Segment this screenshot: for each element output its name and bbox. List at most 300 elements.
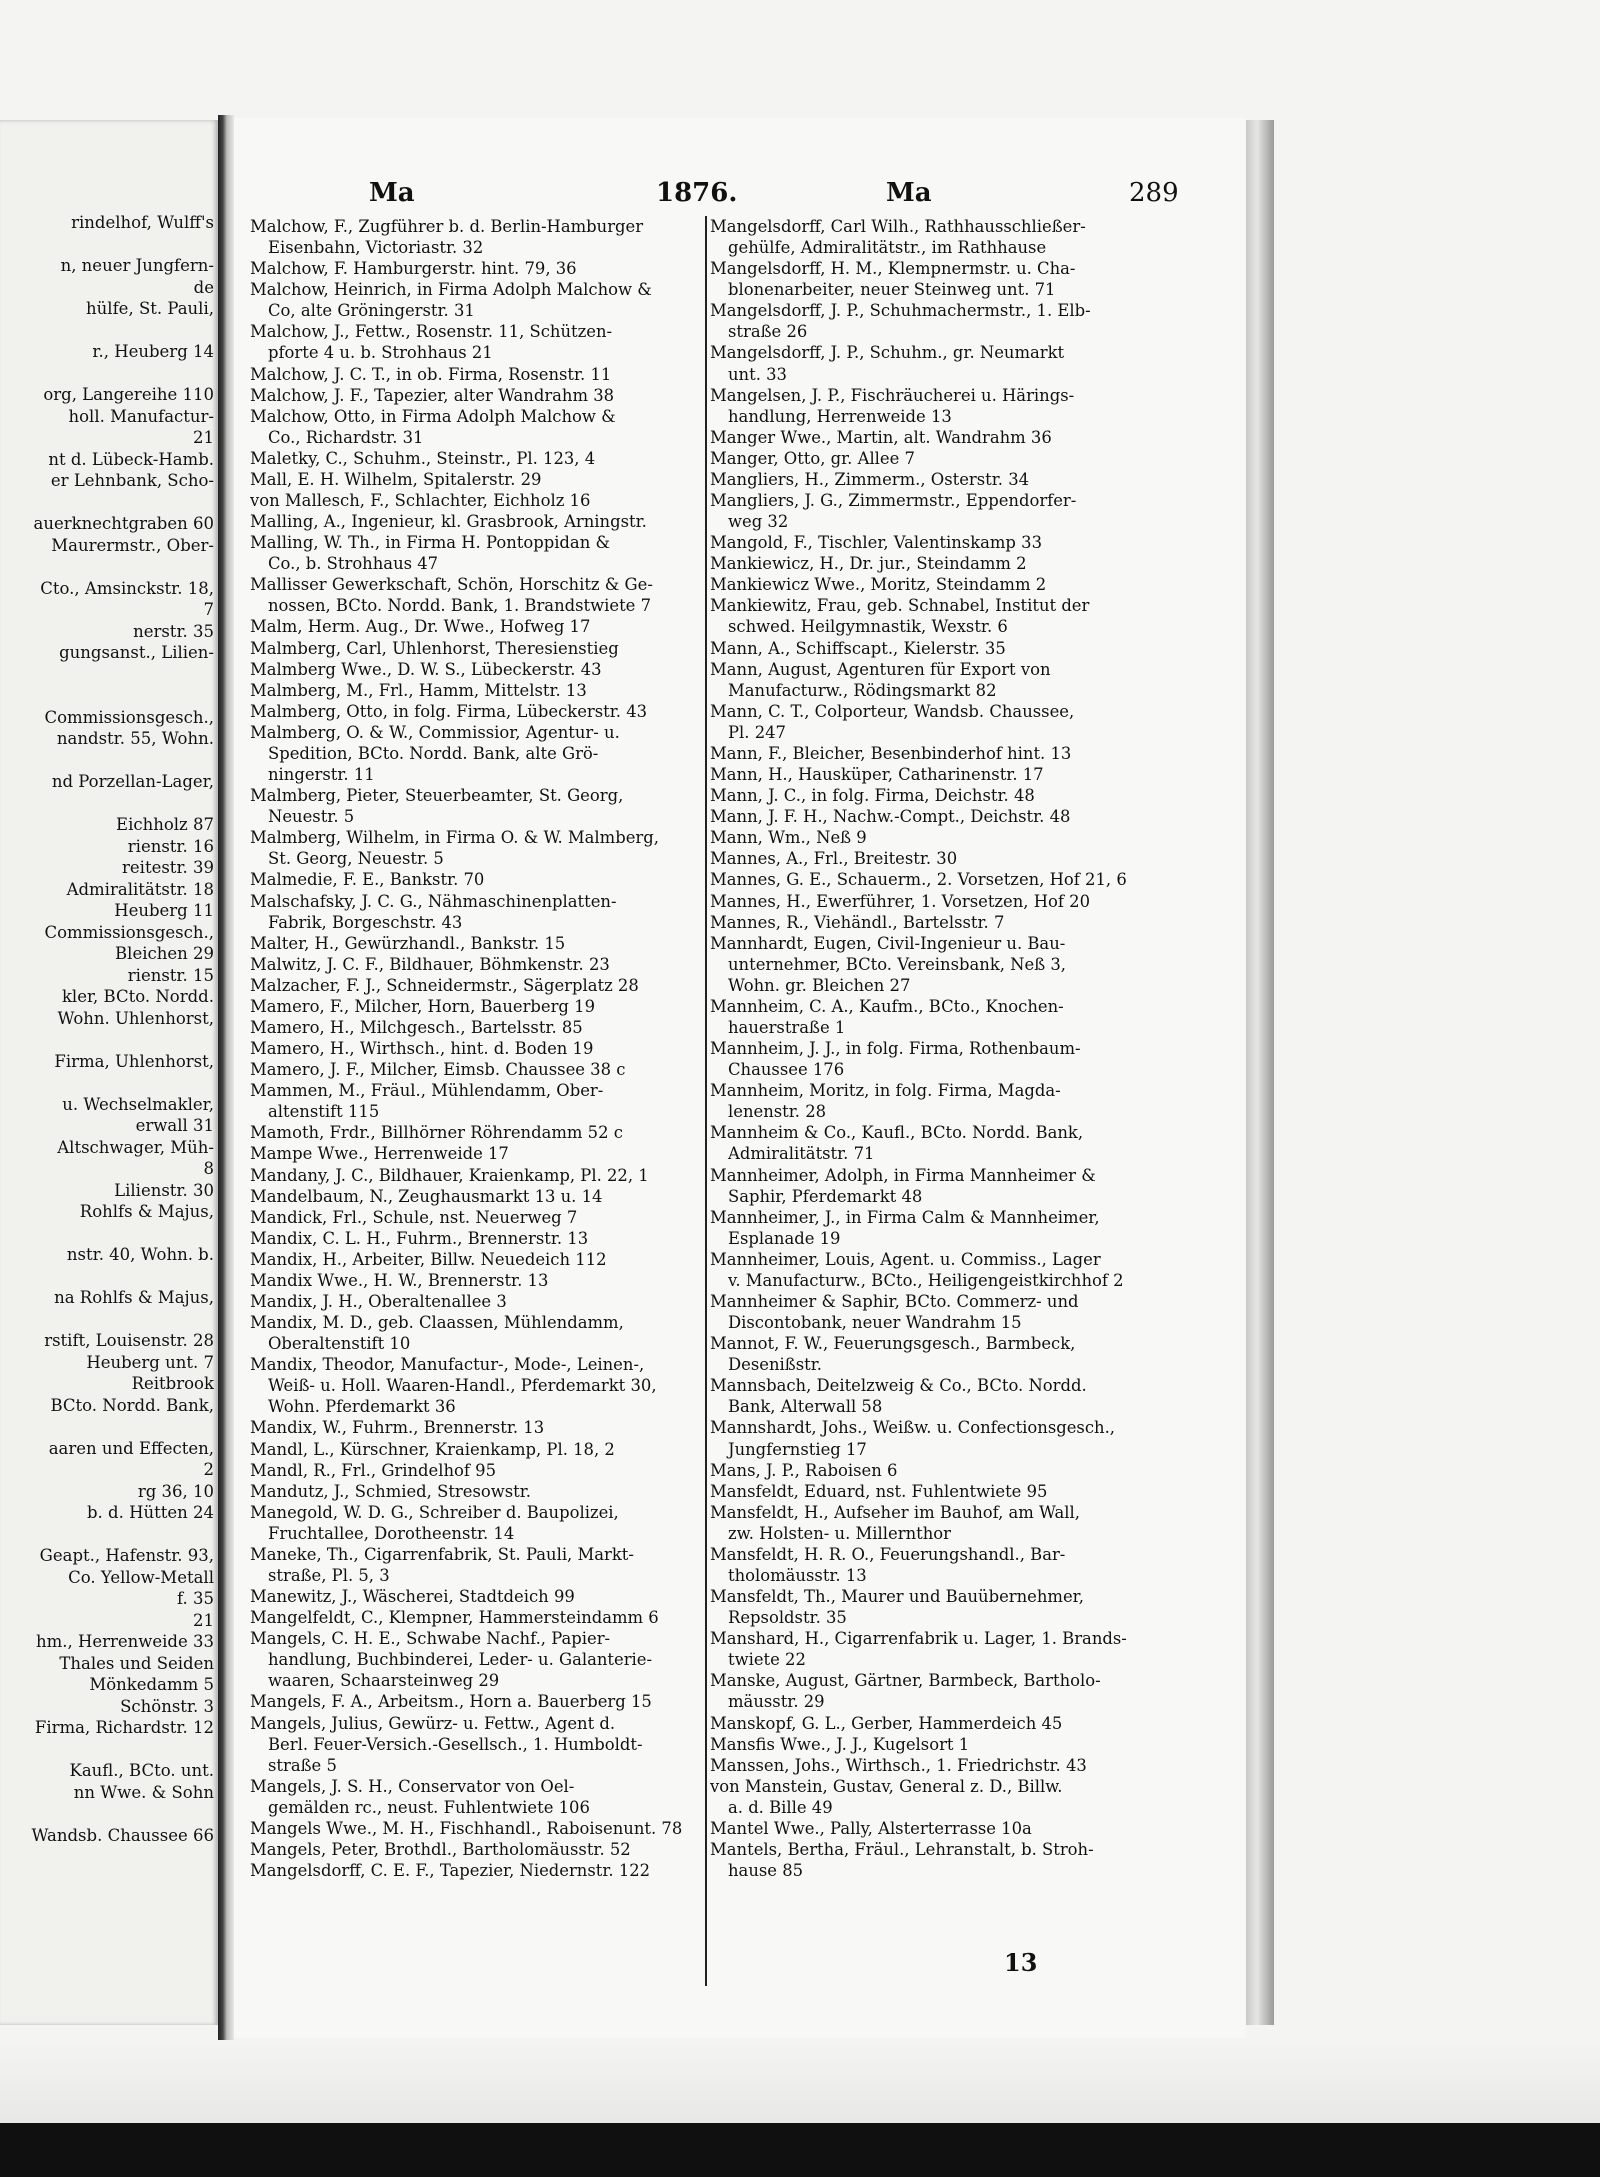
left-page-line: Mönkedamm 5 [89, 1675, 214, 1694]
entry-line: Malchow, Otto, in Firma Adolph Malchow & [250, 406, 616, 426]
directory-entry [250, 1860, 722, 1881]
left-page-line: 8 [203, 1159, 214, 1178]
entry-continuation: handlung, Buchbinderei, Leder- u. Galanterie- [268, 1650, 653, 1670]
directory-entry [250, 469, 722, 490]
directory-entry [710, 595, 1186, 637]
entry-line: Mandany, J. C., Bildhauer, Kraienkamp, Pl. 22, 1 [250, 1165, 649, 1185]
left-page-line: Rohlfs & Majus, [79, 1202, 214, 1221]
left-page-line [0, 1524, 214, 1546]
directory-entry [710, 1291, 1186, 1333]
left-page-line: Geapt., Hafenstr. 93, [39, 1546, 214, 1565]
left-page-line [0, 1072, 214, 1094]
left-page-line: de [193, 277, 214, 297]
entry-continuation: unternehmer, BCto. Vereinsbank, Neß 3, [728, 954, 1067, 974]
directory-entry [250, 321, 722, 363]
left-page-line: nstr. 40, Wohn. b. [66, 1245, 214, 1264]
directory-entry [710, 1481, 1186, 1502]
directory-entry [250, 1059, 722, 1080]
directory-entry [250, 1818, 722, 1839]
entry-continuation: tholomäusstr. 13 [728, 1566, 867, 1585]
left-page-line [0, 664, 214, 686]
left-page-line: hm., Herrenweide 33 [35, 1632, 214, 1651]
entry-line: Mammen, M., Fräul., Mühlendamm, Ober- [250, 1081, 604, 1101]
entry-line: Malmberg, Carl, Uhlenhorst, Theresienstieg [250, 638, 619, 658]
entry-line: Mannheimer, Louis, Agent. u. Commiss., Lager [710, 1249, 1101, 1269]
entry-line: Manssen, Johs., Wirthsch., 1. Friedrichstr. 43 [710, 1755, 1087, 1775]
entry-line: Mangelfeldt, C., Klempner, Hammersteindamm 6 [250, 1608, 659, 1628]
entry-line: Mandelbaum, N., Zeughausmarkt 13 u. 14 [250, 1186, 603, 1206]
directory-entry [250, 279, 722, 321]
left-page-line: 21 [193, 1610, 214, 1630]
entry-line: Mangels, C. H. E., Schwabe Nachf., Papier- [250, 1629, 611, 1649]
directory-entry [710, 385, 1186, 427]
directory-column-right [710, 216, 1186, 1881]
left-page-line: nn Wwe. & Sohn [73, 1782, 214, 1802]
left-page-line: nd Porzellan-Lager, [51, 772, 214, 791]
directory-entry [710, 701, 1186, 743]
directory-entry [250, 1691, 722, 1712]
entry-line: Maneke, Th., Cigarrenfabrik, St. Pauli, Markt- [250, 1544, 634, 1564]
entry-line: Manskopf, G. L., Gerber, Hammerdeich 45 [710, 1713, 1063, 1733]
entry-line: Mann, H., Hausküper, Catharinenstr. 17 [710, 765, 1044, 785]
entry-continuation: v. Manufacturw., BCto., Heiligengeistkirchhof 2 [728, 1270, 1124, 1290]
left-page-line: u. Wechselmakler, [62, 1094, 214, 1114]
directory-entry [250, 975, 722, 996]
directory-column-left [250, 216, 722, 1881]
directory-entry [710, 490, 1186, 532]
entry-line: Mansfis Wwe., J. J., Kugelsort 1 [710, 1734, 970, 1754]
directory-entry [250, 1312, 722, 1354]
left-page-line: na Rohlfs & Majus, [54, 1288, 214, 1307]
header-year: 1876. [656, 178, 738, 208]
left-page-line: rienstr. 16 [127, 836, 214, 856]
entry-line: Mann, C. T., Colporteur, Wandsb. Chaussee, [710, 701, 1075, 721]
directory-entry [250, 406, 722, 448]
entry-line: Mann, Wm., Neß 9 [710, 828, 867, 848]
left-page-line: Maurermstr., Ober- [51, 535, 214, 555]
directory-entry [710, 827, 1186, 848]
entry-line: Mamero, H., Milchgesch., Bartelsstr. 85 [250, 1017, 583, 1037]
directory-entry [250, 659, 722, 680]
directory-entry [250, 722, 722, 785]
entry-continuation: Jungfernstieg 17 [728, 1439, 867, 1459]
left-page-line: 21 [193, 428, 214, 447]
directory-entry [710, 427, 1186, 448]
entry-continuation: Desenißstr. [728, 1355, 822, 1375]
left-page-line: erwall 31 [135, 1116, 214, 1135]
directory-entry [250, 1460, 722, 1481]
entry-line: Mannheim, C. A., Kaufm., BCto., Knochen- [710, 996, 1064, 1016]
left-page-line [0, 234, 214, 256]
entry-line: Manske, August, Gärtner, Barmbeck, Bartholo- [710, 1671, 1101, 1691]
directory-entry [250, 1186, 722, 1207]
entry-line: Mantel Wwe., Pally, Alsterterrasse 10a [710, 1818, 1032, 1838]
directory-entry [250, 1502, 722, 1544]
entry-line: Malchow, F., Zugführer b. d. Berlin-Hamburger [250, 217, 644, 236]
left-page-line: nt d. Lübeck-Hamb. [48, 449, 214, 469]
directory-entry [250, 1607, 722, 1628]
entry-line: Manger Wwe., Martin, alt. Wandrahm 36 [710, 427, 1052, 447]
directory-page [234, 118, 1246, 2038]
entry-continuation: handlung, Herrenweide 13 [728, 406, 952, 426]
entry-line: Mangels Wwe., M. H., Fischhandl., Raboisenunt. 78 [250, 1818, 683, 1838]
directory-entry [250, 1544, 722, 1586]
entry-line: von Mallesch, F., Schlachter, Eichholz 16 [250, 491, 591, 511]
entry-continuation: Wohn. Pferdemarkt 36 [268, 1397, 456, 1417]
entry-line: Mamero, F., Milcher, Horn, Bauerberg 19 [250, 996, 595, 1016]
entry-line: Mangliers, H., Zimmerm., Osterstr. 34 [710, 469, 1030, 489]
entry-continuation: a. d. Bille 49 [728, 1797, 833, 1817]
entry-continuation: nossen, BCto. Nordd. Bank, 1. Brandstwiete 7 [268, 596, 652, 616]
header-left-key: Ma [369, 178, 415, 208]
left-page-line: org, Langereihe 110 [43, 385, 214, 404]
directory-entry [710, 553, 1186, 574]
entry-continuation: lenenstr. 28 [728, 1102, 827, 1122]
left-page-edge [0, 120, 218, 2025]
directory-entry [710, 1628, 1186, 1670]
left-page-line [0, 1416, 214, 1438]
left-page-line [0, 1803, 214, 1825]
entry-line: Malchow, Heinrich, in Firma Adolph Malchow & [250, 280, 652, 300]
directory-entry [250, 616, 722, 637]
left-page-line: Schönstr. 3 [120, 1696, 214, 1716]
entry-line: Mankiewicz Wwe., Moritz, Steindamm 2 [710, 575, 1047, 595]
left-page-line: Heuberg unt. 7 [86, 1352, 214, 1372]
directory-entry [710, 1460, 1186, 1481]
left-page-line [0, 320, 214, 342]
entry-continuation: gehülfe, Admiralitätstr., im Rathhause [728, 238, 1047, 258]
left-page-line [0, 1739, 214, 1761]
entry-line: Mannot, F. W., Feuerungsgesch., Barmbeck, [710, 1334, 1076, 1354]
directory-entry [250, 1207, 722, 1228]
entry-line: Mannheimer & Saphir, BCto. Commerz- und [710, 1291, 1079, 1311]
entry-line: Mannes, R., Viehändl., Bartelsstr. 7 [710, 912, 1005, 932]
left-page-line [0, 793, 214, 815]
left-page-line: Lilienstr. 30 [114, 1180, 214, 1200]
signature-mark: 13 [1004, 1948, 1038, 1977]
directory-entry [250, 385, 722, 406]
directory-entry [710, 1776, 1186, 1818]
entry-line: Malmberg, Pieter, Steuerbeamter, St. Georg, [250, 786, 624, 806]
directory-entry [250, 1143, 722, 1164]
entry-continuation: unt. 33 [728, 364, 787, 384]
entry-line: Malling, A., Ingenieur, kl. Grasbrook, Arningstr. [250, 512, 647, 532]
entry-continuation: straße 26 [728, 322, 808, 342]
left-page-line: Wohn. Uhlenhorst, [57, 1008, 214, 1028]
entry-continuation: mäusstr. 29 [728, 1692, 825, 1712]
entry-continuation: twiete 22 [728, 1650, 806, 1670]
entry-line: Mann, F., Bleicher, Besenbinderhof hint. 13 [710, 743, 1072, 763]
entry-continuation: zw. Holsten- u. Millernthor [728, 1523, 951, 1543]
left-page-line: Thales und Seiden [59, 1653, 214, 1673]
directory-entry [250, 511, 722, 532]
entry-line: Mangelsdorff, J. P., Schuhmachermstr., 1. Elb- [710, 301, 1091, 321]
entry-line: Mannhardt, Eugen, Civil-Ingenieur u. Bau- [710, 933, 1066, 953]
directory-entry [250, 216, 722, 258]
entry-continuation: Saphir, Pferdemarkt 48 [728, 1186, 923, 1206]
entry-line: Mannes, A., Frl., Breitestr. 30 [710, 849, 958, 869]
left-page-line [0, 750, 214, 772]
directory-entry [250, 1165, 722, 1186]
directory-entry [710, 1586, 1186, 1628]
entry-line: Mannheimer, J., in Firma Calm & Mannheimer, [710, 1207, 1100, 1227]
header-right-key: Ma [886, 178, 932, 208]
entry-line: Mann, J. F. H., Nachw.-Compt., Deichstr. 48 [710, 807, 1071, 827]
directory-entry [710, 532, 1186, 553]
directory-entry [250, 1017, 722, 1038]
column-rule [705, 216, 707, 1986]
left-page-line: f. 35 [176, 1589, 214, 1608]
entry-continuation: Manufacturw., Rödingsmarkt 82 [728, 680, 997, 700]
directory-entry [250, 785, 722, 827]
entry-line: Mankiewitz, Frau, geb. Schnabel, Institut der [710, 596, 1090, 616]
left-page-line: BCto. Nordd. Bank, [50, 1395, 214, 1415]
entry-line: Mandix, M. D., geb. Claassen, Mühlendamm, [250, 1313, 624, 1333]
left-page-line: kler, BCto. Nordd. [61, 987, 214, 1006]
scan-margin [0, 2040, 1600, 2123]
left-page-line: Firma, Uhlenhorst, [54, 1051, 214, 1071]
entry-line: Mamero, H., Wirthsch., hint. d. Boden 19 [250, 1039, 594, 1059]
entry-continuation: Repsoldstr. 35 [728, 1608, 847, 1628]
directory-entry [250, 258, 722, 279]
left-page-line [0, 1309, 214, 1331]
directory-entry [710, 848, 1186, 869]
directory-entry [710, 1038, 1186, 1080]
entry-continuation: Spedition, BCto. Nordd. Bank, alte Grö- [268, 743, 599, 763]
left-page-line: nandstr. 55, Wohn. [56, 729, 214, 748]
left-page-line: b. d. Hütten 24 [86, 1503, 214, 1522]
entry-line: Mannheim & Co., Kaufl., BCto. Nordd. Bank, [710, 1123, 1084, 1143]
entry-continuation: gemälden rc., neust. Fuhlentwiete 106 [268, 1797, 590, 1817]
entry-line: Mannes, G. E., Schauerm., 2. Vorsetzen, Hof 21, 6 [710, 870, 1127, 890]
directory-entry [710, 912, 1186, 933]
entry-continuation: Fabrik, Borgeschstr. 43 [268, 912, 463, 932]
entry-line: Mannshardt, Johs., Weißw. u. Confectionsgesch., [710, 1418, 1115, 1438]
entry-line: Malschafsky, J. C. G., Nähmaschinenplatten- [250, 891, 617, 911]
directory-entry [710, 1333, 1186, 1375]
page-number: 289 [1129, 178, 1179, 208]
directory-entry [250, 1839, 722, 1860]
left-page-line: Heuberg 11 [114, 901, 214, 920]
entry-continuation: Co., b. Strohhaus 47 [268, 554, 439, 574]
left-page-line [0, 1223, 214, 1245]
entry-line: Mandix, J. H., Oberaltenallee 3 [250, 1291, 507, 1311]
left-page-line: Altschwager, Müh- [57, 1137, 214, 1157]
left-page-text-fragments [0, 212, 214, 1846]
entry-line: Malmberg, Otto, in folg. Firma, Lübeckerstr. 43 [250, 701, 648, 721]
entry-line: Mansfeldt, H., Aufseher im Bauhof, am Wall, [710, 1502, 1080, 1522]
entry-continuation: St. Georg, Neuestr. 5 [268, 849, 444, 869]
directory-entry [250, 638, 722, 659]
directory-entry [710, 1734, 1186, 1755]
entry-line: Mampe Wwe., Herrenweide 17 [250, 1144, 509, 1164]
left-page-line: Firma, Richardstr. 12 [34, 1718, 214, 1737]
directory-entry [250, 532, 722, 574]
directory-entry [710, 1502, 1186, 1544]
directory-entry [710, 574, 1186, 595]
directory-entry [250, 1080, 722, 1122]
entry-line: Mannheim, J. J., in folg. Firma, Rothenbaum- [710, 1039, 1081, 1059]
left-page-line [0, 1029, 214, 1051]
directory-entry [710, 1375, 1186, 1417]
entry-line: Mandix, W., Fuhrm., Brennerstr. 13 [250, 1418, 545, 1438]
directory-entry [710, 764, 1186, 785]
left-page-line: rindelhof, Wulff's [71, 213, 214, 232]
directory-entry [710, 933, 1186, 996]
directory-entry [710, 1544, 1186, 1586]
entry-line: Mannheimer, Adolph, in Firma Mannheimer & [710, 1165, 1096, 1185]
left-page-line: Cto., Amsinckstr. 18, [40, 578, 214, 598]
directory-entry [250, 574, 722, 616]
directory-entry [250, 996, 722, 1017]
entry-line: Malzacher, F. J., Schneidermstr., Sägerplatz 28 [250, 975, 639, 995]
entry-line: Mangelsdorff, C. E. F., Tapezier, Niedernstr. 122 [250, 1861, 651, 1881]
entry-line: Mangels, F. A., Arbeitsm., Horn a. Bauerberg 15 [250, 1692, 652, 1712]
entry-line: Malm, Herm. Aug., Dr. Wwe., Hofweg 17 [250, 617, 591, 637]
left-page-line: Commissionsgesch., [44, 922, 214, 942]
entry-line: Mangels, Julius, Gewürz- u. Fettw., Agent d. [250, 1713, 616, 1733]
entry-continuation: blonenarbeiter, neuer Steinweg unt. 71 [728, 280, 1056, 300]
directory-entry [710, 1713, 1186, 1734]
left-page-line: r., Heuberg 14 [92, 342, 214, 361]
left-page-line: rg 36, 10 [137, 1481, 214, 1501]
entry-line: Malchow, J. F., Tapezier, alter Wandrahm 38 [250, 385, 615, 405]
entry-continuation: waaren, Schaarsteinweg 29 [268, 1671, 500, 1691]
directory-entry [250, 1228, 722, 1249]
directory-entry [710, 1670, 1186, 1712]
entry-line: Mannheim, Moritz, in folg. Firma, Magda- [710, 1081, 1061, 1101]
left-page-line: 2 [203, 1460, 214, 1479]
directory-entry [710, 1839, 1186, 1881]
entry-line: Mandix Wwe., H. W., Brennerstr. 13 [250, 1270, 549, 1290]
left-page-line: Bleichen 29 [115, 944, 214, 963]
entry-line: Mamero, J. F., Milcher, Eimsb. Chaussee 38 c [250, 1060, 626, 1080]
left-page-line: rienstr. 15 [127, 965, 214, 985]
directory-entry [710, 1755, 1186, 1776]
entry-continuation: straße 5 [268, 1755, 337, 1775]
left-page-line: auerknechtgraben 60 [33, 514, 214, 533]
entry-line: Mangels, Peter, Brothdl., Bartholomäusstr. 52 [250, 1840, 631, 1860]
directory-entry [710, 216, 1186, 258]
entry-line: Mandix, Theodor, Manufactur-, Mode-, Leinen-, [250, 1355, 645, 1375]
directory-entry [710, 659, 1186, 701]
left-page-line: hülfe, St. Pauli, [86, 299, 214, 318]
directory-entry [710, 1818, 1186, 1839]
entry-line: Mantels, Bertha, Fräul., Lehranstalt, b. Stroh- [710, 1840, 1094, 1860]
left-page-line: Eichholz 87 [116, 815, 214, 834]
left-page-line [0, 685, 214, 707]
entry-continuation: altenstift 115 [268, 1102, 380, 1122]
entry-line: Mankiewicz, H., Dr. jur., Steindamm 2 [710, 554, 1027, 574]
entry-line: Mann, A., Schiffscapt., Kielerstr. 35 [710, 638, 1006, 658]
directory-entry [250, 1291, 722, 1312]
directory-entry [710, 448, 1186, 469]
left-page-line [0, 1266, 214, 1288]
entry-line: Malter, H., Gewürzhandl., Bankstr. 15 [250, 933, 566, 953]
entry-line: Malmberg, M., Frl., Hamm, Mittelstr. 13 [250, 680, 587, 700]
entry-line: Malmberg, O. & W., Commissior, Agentur- u. [250, 722, 620, 742]
entry-line: Malchow, J. C. T., in ob. Firma, Rosenstr. 11 [250, 364, 612, 384]
left-page-line [0, 556, 214, 578]
directory-entry [250, 490, 722, 511]
page-stack-edge [1246, 120, 1274, 2025]
directory-entry [710, 1417, 1186, 1459]
entry-line: Manger, Otto, gr. Allee 7 [710, 448, 915, 468]
entry-continuation: Fruchtallee, Dorotheenstr. 14 [268, 1523, 515, 1543]
entry-line: Manshard, H., Cigarrenfabrik u. Lager, 1. Brands- [710, 1629, 1127, 1649]
left-page-line: Co. Yellow-Metall [68, 1567, 214, 1587]
directory-entry [250, 1038, 722, 1059]
left-page-line: rstift, Louisenstr. 28 [44, 1331, 214, 1350]
directory-entry [250, 1439, 722, 1460]
directory-entry [710, 1080, 1186, 1122]
entry-line: Mandl, R., Frl., Grindelhof 95 [250, 1460, 497, 1480]
entry-continuation: Chaussee 176 [728, 1060, 845, 1080]
directory-entry [250, 1628, 722, 1691]
directory-entry [710, 785, 1186, 806]
directory-entry [710, 891, 1186, 912]
entry-line: Malling, W. Th., in Firma H. Pontoppidan & [250, 533, 611, 553]
left-page-line: holl. Manufactur- [68, 406, 214, 426]
directory-entry [250, 891, 722, 933]
entry-line: von Manstein, Gustav, General z. D., Billw. [710, 1776, 1063, 1796]
entry-line: Mall, E. H. Wilhelm, Spitalerstr. 29 [250, 469, 542, 489]
entry-continuation: Discontobank, neuer Wandrahm 15 [728, 1313, 1022, 1333]
book-gutter [218, 115, 234, 2045]
entry-line: Mansfeldt, Th., Maurer und Bauübernehmer, [710, 1587, 1084, 1607]
entry-line: Manegold, W. D. G., Schreiber d. Baupolizei, [250, 1502, 619, 1522]
directory-entry [710, 1165, 1186, 1207]
entry-continuation: Co, alte Gröningerstr. 31 [268, 301, 475, 321]
entry-continuation: Admiralitätstr. 71 [728, 1144, 875, 1164]
entry-continuation: Berl. Feuer-Versich.-Gesellsch., 1. Humboldt- [268, 1734, 643, 1754]
left-page-line [0, 492, 214, 514]
directory-entry [250, 1481, 722, 1502]
left-page-line: gungsanst., Lilien- [59, 643, 214, 662]
left-page-line: Reitbrook [131, 1374, 214, 1393]
directory-entry [250, 869, 722, 890]
entry-continuation: hause 85 [728, 1861, 804, 1881]
entry-line: Mandl, L., Kürschner, Kraienkamp, Pl. 18, 2 [250, 1439, 615, 1459]
entry-continuation: Wohn. gr. Bleichen 27 [728, 975, 911, 995]
directory-entry [710, 869, 1186, 890]
directory-entry [710, 996, 1186, 1038]
running-header [234, 178, 1246, 212]
directory-entry [710, 806, 1186, 827]
directory-entry [710, 743, 1186, 764]
entry-continuation: Co., Richardstr. 31 [268, 427, 424, 447]
entry-continuation: Eisenbahn, Victoriastr. 32 [268, 238, 484, 258]
entry-line: Malmberg, Wilhelm, in Firma O. & W. Malmberg, [250, 828, 659, 848]
entry-line: Manewitz, J., Wäscherei, Stadtdeich 99 [250, 1587, 575, 1607]
entry-line: Malchow, F. Hamburgerstr. hint. 79, 36 [250, 259, 577, 279]
entry-line: Mangelsdorff, H. M., Klempnermstr. u. Cha- [710, 259, 1076, 279]
entry-line: Maletky, C., Schuhm., Steinstr., Pl. 123, 4 [250, 448, 596, 468]
entry-line: Mansfeldt, Eduard, nst. Fuhlentwiete 95 [710, 1481, 1048, 1501]
entry-line: Mandutz, J., Schmied, Stresowstr. [250, 1481, 531, 1501]
entry-continuation: Esplanade 19 [728, 1228, 841, 1248]
directory-entry [250, 1586, 722, 1607]
directory-entry [710, 300, 1186, 342]
scan-border [0, 2123, 1600, 2177]
directory-entry [250, 954, 722, 975]
entry-line: Mans, J. P., Raboisen 6 [710, 1460, 898, 1480]
directory-entry [250, 448, 722, 469]
left-page-line: aaren und Effecten, [48, 1438, 214, 1458]
entry-continuation: Bank, Alterwall 58 [728, 1397, 883, 1417]
directory-entry [710, 1249, 1186, 1291]
entry-line: Mandick, Frl., Schule, nst. Neuerweg 7 [250, 1207, 578, 1227]
